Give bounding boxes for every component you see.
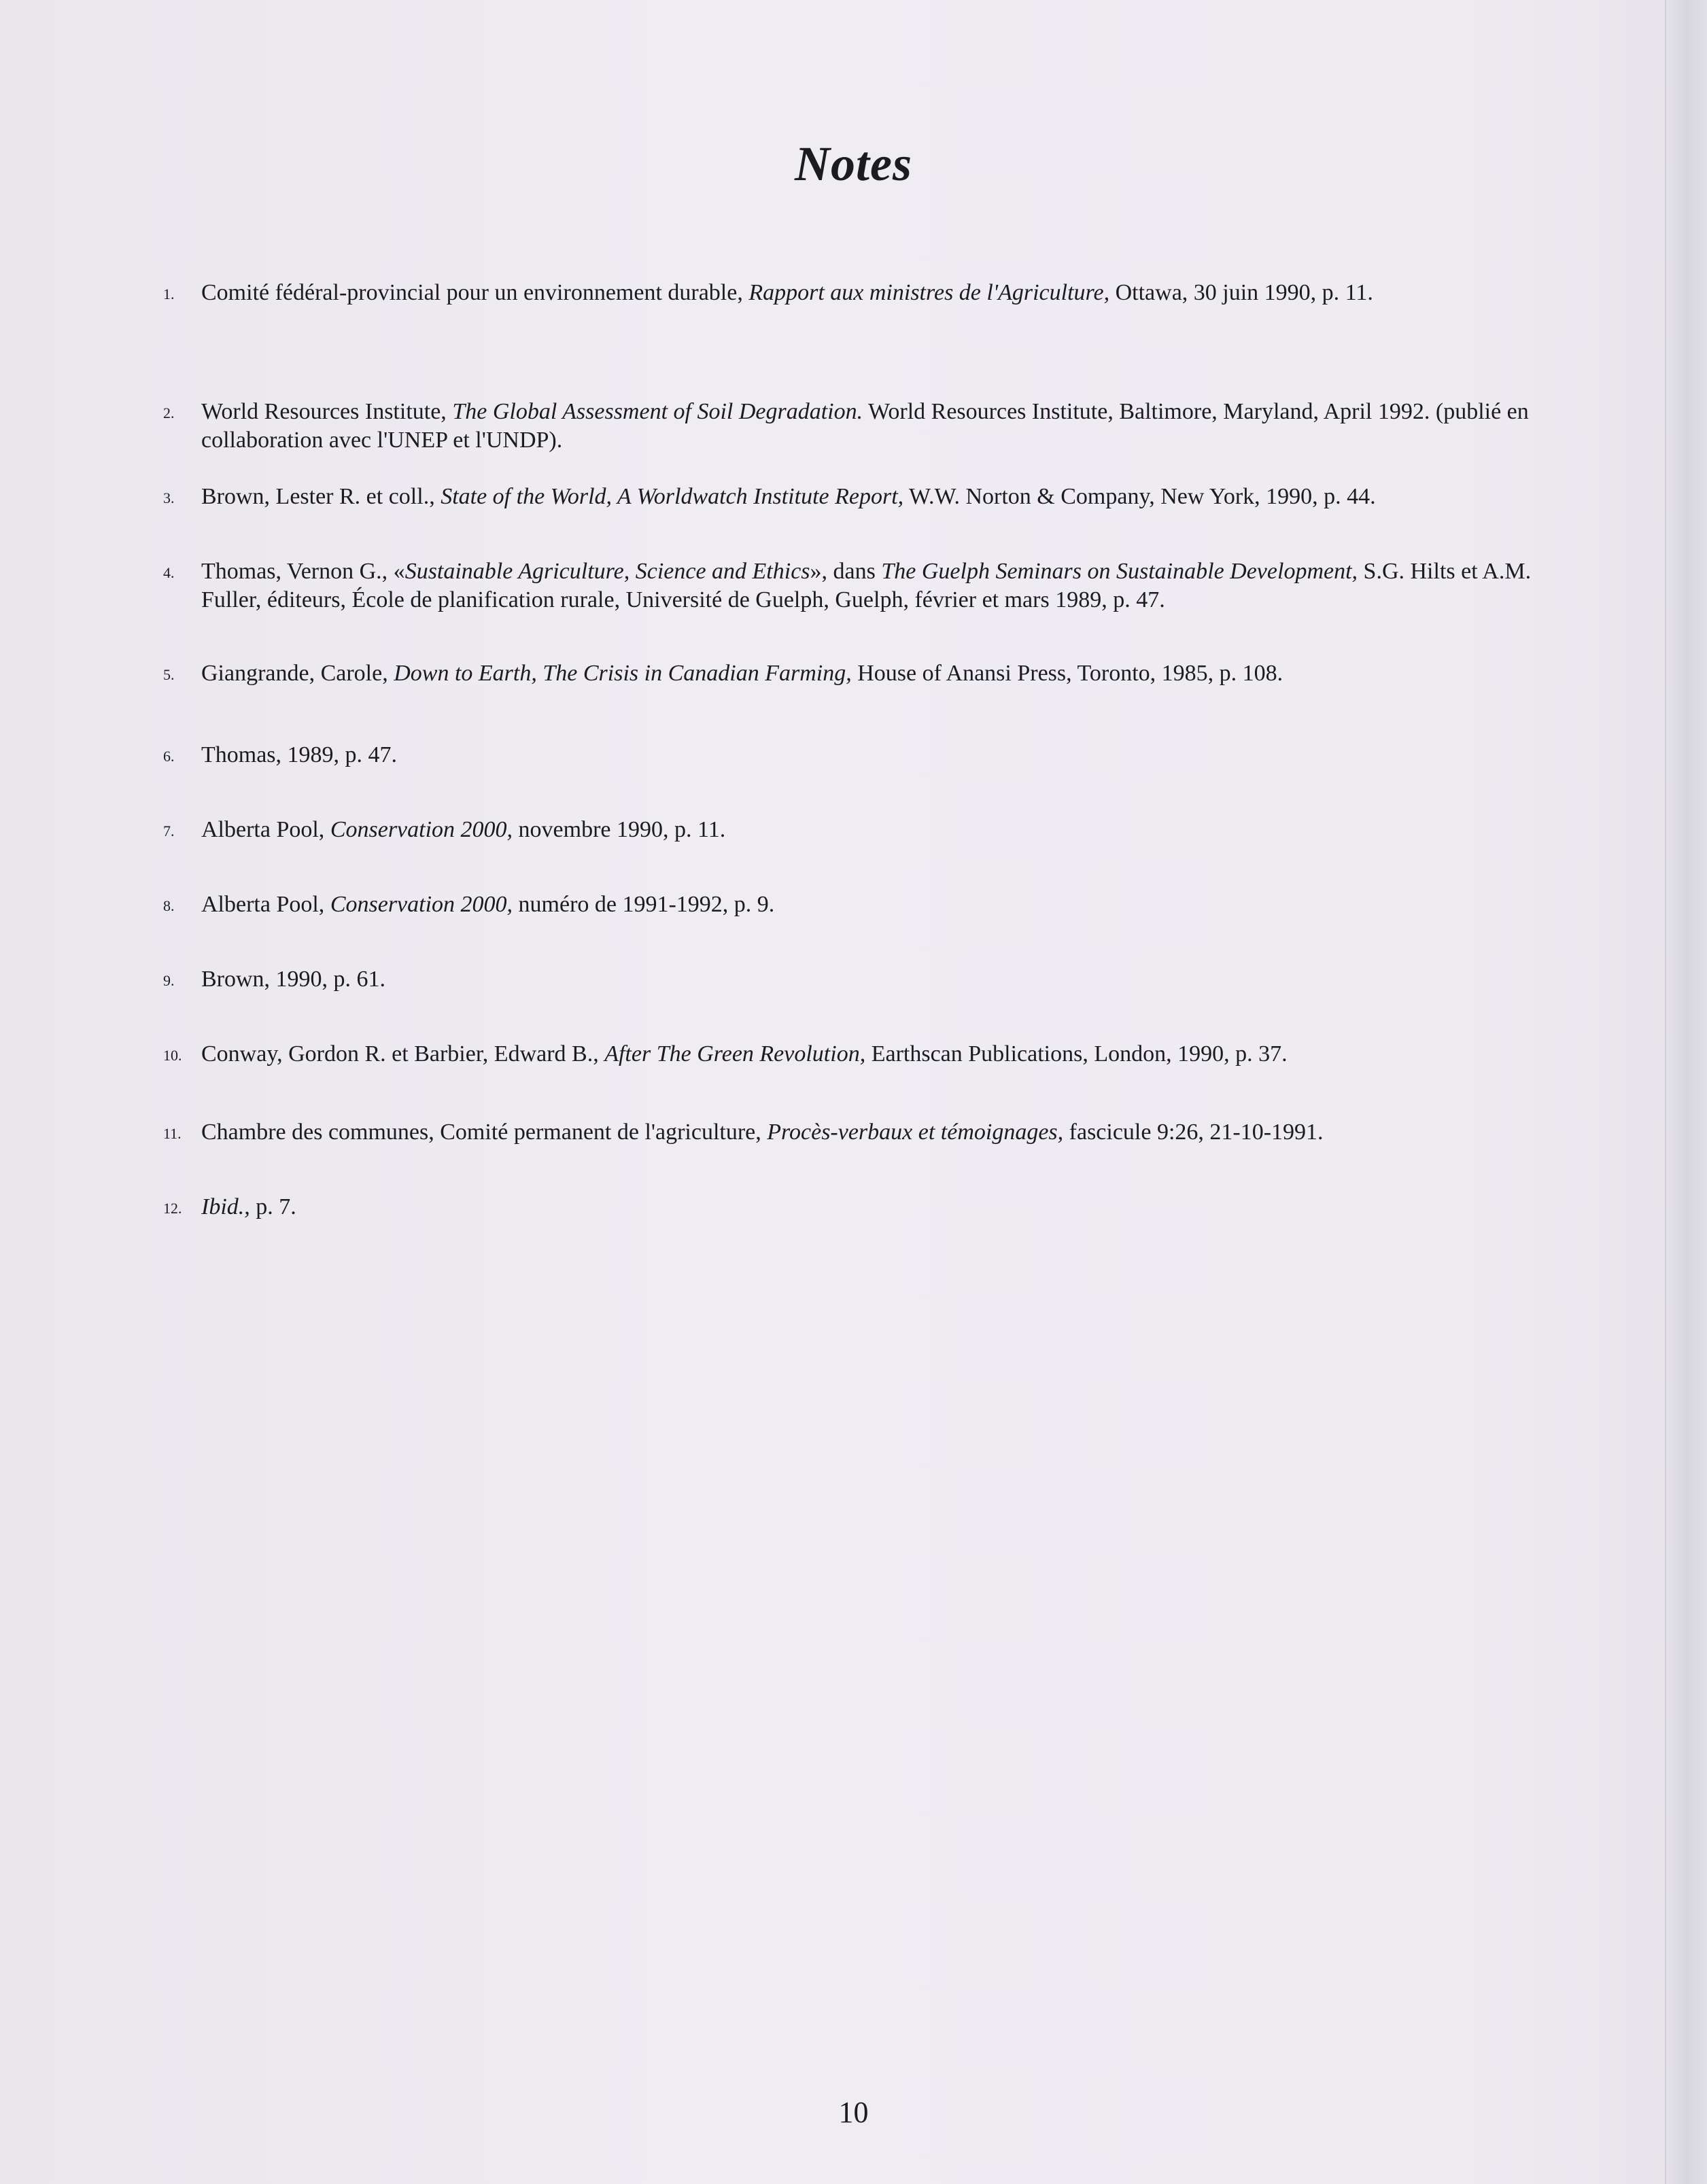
note-text-segment: Giangrande, Carole, — [201, 661, 394, 686]
note-text-segment: Thomas, Vernon G., « — [201, 559, 405, 584]
note-text-segment: Earthscan Publications, London, 1990, p. 37. — [865, 1041, 1288, 1067]
note-title-italic: State of the World, A Worldwatch Institute Report, — [441, 484, 904, 509]
note-text-segment: Alberta Pool, — [201, 892, 330, 917]
note-item — [163, 1193, 1561, 1221]
note-number: 3. — [163, 489, 175, 506]
note-text-segment: », dans — [810, 559, 882, 584]
note-title-italic: Rapport aux ministres de l'Agriculture, — [748, 280, 1110, 305]
note-text — [201, 484, 1376, 509]
note-text-segment: Ottawa, 30 juin 1990, p. 11. — [1109, 280, 1373, 305]
note-item — [163, 483, 1561, 511]
note-number: 8. — [163, 897, 175, 914]
note-text-segment: Chambre des communes, Comité permanent de l'agriculture, — [201, 1120, 768, 1145]
note-text-segment: House of Anansi Press, Toronto, 1985, p. 108. — [851, 661, 1283, 686]
note-text-segment: fascicule 9:26, 21-10-1991. — [1063, 1120, 1324, 1145]
note-item — [163, 279, 1561, 307]
note-title-italic: The Guelph Seminars on Sustainable Development, — [881, 559, 1358, 584]
note-number: 9. — [163, 972, 175, 989]
note-title-italic: Conservation 2000, — [330, 892, 513, 917]
note-item — [163, 816, 1561, 844]
note-number: 7. — [163, 822, 175, 839]
note-text-segment: World Resources Institute, Baltimore, Maryland, April 1992. (publié en collaboration avec l'UNEP et l'UNDP). — [201, 399, 1529, 453]
note-item — [163, 1040, 1561, 1069]
note-item — [163, 1118, 1561, 1147]
note-number: 11. — [163, 1125, 182, 1142]
note-title-italic: Conservation 2000, — [330, 817, 513, 842]
note-number: 4. — [163, 564, 175, 581]
note-text-segment: numéro de 1991-1992, p. 9. — [513, 892, 775, 917]
note-title-italic: Procès-verbaux et témoignages, — [767, 1120, 1064, 1145]
note-text — [201, 559, 1531, 612]
note-item — [163, 965, 1561, 994]
note-number: 2. — [163, 404, 175, 421]
note-title-italic: Sustainable Agriculture, Science and Ethics — [404, 559, 810, 584]
note-text — [201, 1194, 296, 1219]
note-number: 5. — [163, 666, 175, 683]
note-text — [201, 280, 1373, 305]
note-text — [201, 967, 385, 992]
note-title-italic: After The Green Revolution, — [604, 1041, 866, 1067]
note-item — [163, 659, 1561, 688]
note-text-segment: S.G. Hilts et A.M. Fuller, éditeurs, École de planification rurale, Université de Guelph, Guelph, février et mars 1989, p. 47. — [201, 559, 1532, 612]
note-text-segment: Conway, Gordon R. et Barbier, Edward B., — [201, 1041, 605, 1067]
note-number: 6. — [163, 748, 175, 765]
note-text-segment: World Resources Institute, — [201, 399, 453, 424]
page-number: 10 — [838, 2096, 869, 2129]
note-item — [163, 741, 1561, 769]
note-number: 12. — [163, 1200, 182, 1217]
note-item — [163, 557, 1561, 614]
note-text — [201, 661, 1283, 686]
note-number: 10. — [163, 1047, 182, 1064]
note-item — [163, 398, 1561, 455]
page-edge — [1665, 0, 1707, 2184]
note-text-segment: Brown, Lester R. et coll., — [201, 484, 441, 509]
note-text — [201, 817, 725, 842]
note-text-segment: Brown, 1990, p. 61. — [201, 967, 386, 992]
note-item — [163, 890, 1561, 919]
note-text — [201, 399, 1529, 453]
note-text-segment: novembre 1990, p. 11. — [513, 817, 726, 842]
page-title: Notes — [795, 137, 912, 191]
note-text-segment: Alberta Pool, — [201, 817, 330, 842]
note-title-italic: The Global Assessment of Soil Degradation. — [452, 399, 863, 424]
note-text-segment: W.W. Norton & Company, New York, 1990, p. 44. — [903, 484, 1376, 509]
note-text-segment: Comité fédéral-provincial pour un environnement durable, — [201, 280, 749, 305]
note-text-segment: p. 7. — [249, 1194, 296, 1219]
note-text — [201, 742, 397, 767]
note-text — [201, 1041, 1288, 1067]
note-text-segment: Thomas, 1989, p. 47. — [201, 742, 398, 767]
note-title-italic: Ibid., — [201, 1194, 250, 1219]
note-title-italic: Down to Earth, The Crisis in Canadian Farming, — [394, 661, 852, 686]
note-number: 1. — [163, 285, 175, 302]
note-text — [201, 1120, 1324, 1145]
note-text — [201, 892, 774, 917]
